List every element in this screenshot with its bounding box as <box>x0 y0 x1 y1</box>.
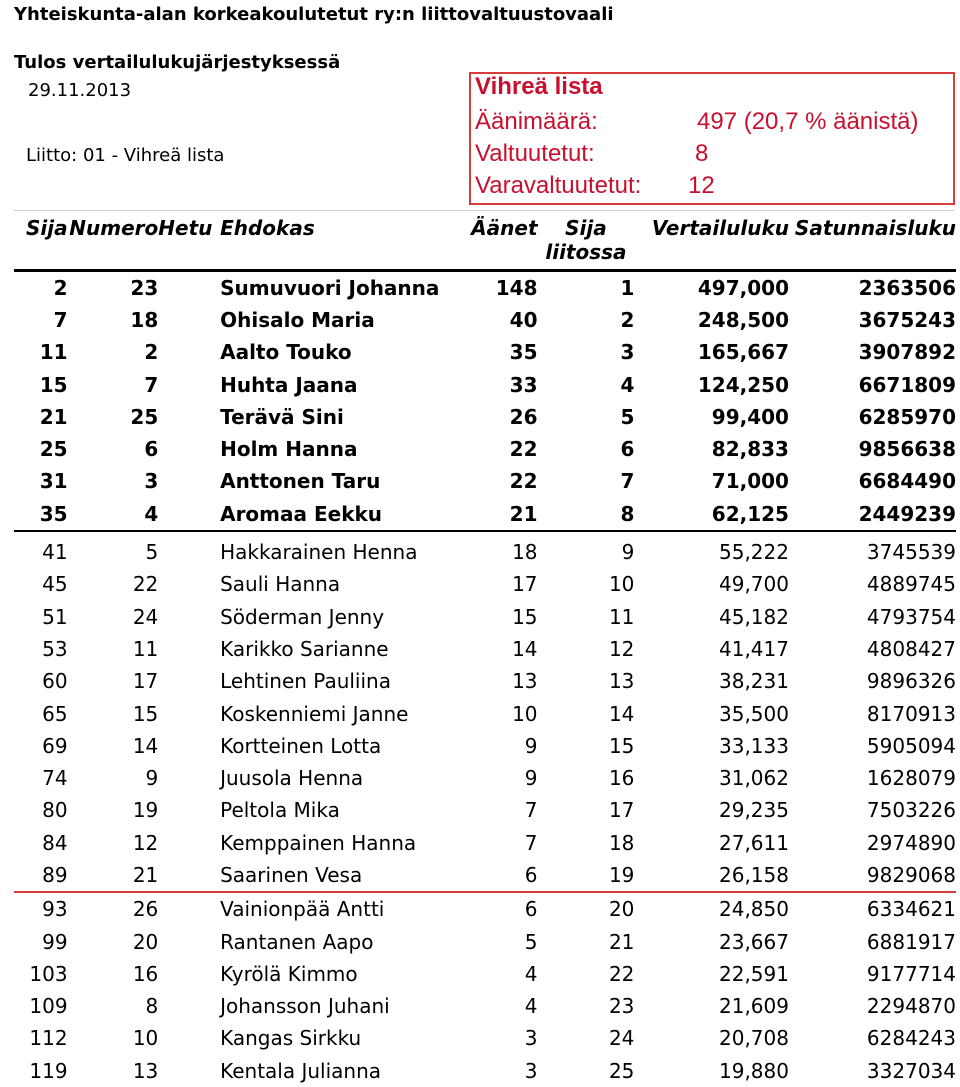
cell-aanet: 3 <box>524 1026 538 1051</box>
cell-vertailuluku: 124,250 <box>697 372 789 397</box>
cell-hetu <box>158 336 220 368</box>
cell-hetu <box>158 762 220 794</box>
cell-sija: 7 <box>53 307 68 332</box>
cell-satunnaisluku: 7503226 <box>866 798 956 823</box>
cell-sija-liitossa: 5 <box>620 404 635 429</box>
cell-sija-liitossa: 10 <box>608 572 635 597</box>
cell-ehdokas: Koskenniemi Janne <box>220 701 409 726</box>
cell-vertailuluku: 22,591 <box>719 961 789 986</box>
votes-value: 497 (20,7 % äänistä) <box>697 108 919 135</box>
cell-aanet: 40 <box>509 307 538 332</box>
cell-sija-liitossa: 15 <box>608 733 635 758</box>
cell-sija: 11 <box>39 340 68 365</box>
cell-numero: 26 <box>132 897 159 922</box>
cell-satunnaisluku: 4808427 <box>866 636 956 661</box>
cell-ehdokas: Peltola Mika <box>220 798 340 823</box>
cell-hetu <box>158 665 220 697</box>
cell-sija: 15 <box>39 372 68 397</box>
cell-sija: 45 <box>42 572 68 597</box>
cell-aanet: 7 <box>524 798 538 823</box>
cell-numero: 18 <box>130 307 159 332</box>
table-row <box>14 958 956 990</box>
cell-vertailuluku: 62,125 <box>634 498 789 531</box>
cell-sija: 51 <box>42 604 68 629</box>
cell-numero: 22 <box>132 572 159 597</box>
table-row <box>14 697 956 729</box>
cell-vertailuluku: 19,880 <box>719 1058 789 1083</box>
cell-sija: 99 <box>42 929 68 954</box>
cell-numero: 10 <box>132 1026 159 1051</box>
cell-aanet: 7 <box>524 830 538 855</box>
cell-numero: 5 <box>145 540 159 565</box>
cell-sija: 41 <box>42 540 68 565</box>
votes-label: Äänimäärä: <box>475 108 598 135</box>
cell-ehdokas: Kyrölä Kimmo <box>220 961 358 986</box>
table-row <box>14 730 956 762</box>
table-header-row <box>14 212 956 270</box>
cell-numero: 12 <box>132 830 159 855</box>
cell-sija: 35 <box>14 498 68 531</box>
cell-vertailuluku: 20,708 <box>719 1026 789 1051</box>
cell-ehdokas: Kangas Sirkku <box>220 1026 362 1051</box>
cell-satunnaisluku: 3675243 <box>858 307 956 332</box>
cell-aanet: 9 <box>524 733 538 758</box>
table-row <box>14 1022 956 1054</box>
cell-sija: 60 <box>42 669 68 694</box>
cell-hetu <box>158 270 220 304</box>
cell-sija: 31 <box>39 469 68 494</box>
table-row <box>14 762 956 794</box>
cell-satunnaisluku: 3327034 <box>866 1058 956 1083</box>
cell-hetu <box>158 600 220 632</box>
cell-satunnaisluku: 9896326 <box>866 669 956 694</box>
table-row <box>14 270 956 304</box>
results-table <box>14 212 956 1087</box>
cell-numero: 15 <box>132 701 159 726</box>
cell-sija-liitossa: 2 <box>620 307 635 332</box>
cell-hetu <box>158 433 220 465</box>
col-header-sija-liitossa: Sija liitossa <box>538 212 635 270</box>
cell-sija-liitossa: 16 <box>608 766 635 791</box>
cell-hetu <box>158 1055 220 1087</box>
cell-sija: 21 <box>39 404 68 429</box>
cell-hetu <box>158 958 220 990</box>
cell-sija: 80 <box>42 798 68 823</box>
table-row <box>14 368 956 400</box>
cell-numero: 19 <box>132 798 159 823</box>
header-divider <box>14 210 954 211</box>
cell-satunnaisluku: 9177714 <box>866 961 956 986</box>
cell-vertailuluku: 497,000 <box>697 275 789 300</box>
cell-aanet: 148 <box>495 275 538 300</box>
cell-sija-liitossa: 14 <box>608 701 635 726</box>
cell-hetu <box>158 859 220 892</box>
cell-aanet: 15 <box>512 604 538 629</box>
cell-sija-liitossa: 22 <box>608 961 635 986</box>
deputies-label: Varavaltuutetut: <box>475 172 642 199</box>
document-title: Yhteiskunta-alan korkeakoulutetut ry:n liittovaltuustovaali <box>14 4 614 25</box>
cell-satunnaisluku: 6881917 <box>866 929 956 954</box>
delegates-value: 8 <box>695 140 709 167</box>
cell-sija: 2 <box>53 275 68 300</box>
cell-sija: 69 <box>42 733 68 758</box>
table-row <box>14 665 956 697</box>
cell-hetu <box>158 568 220 600</box>
table-row <box>14 633 956 665</box>
cell-satunnaisluku: 6334621 <box>866 897 956 922</box>
cell-numero: 2 <box>144 340 159 365</box>
cell-hetu <box>158 892 220 925</box>
cell-vertailuluku: 26,158 <box>634 859 789 892</box>
cell-vertailuluku: 38,231 <box>719 669 789 694</box>
cell-numero: 13 <box>132 1058 159 1083</box>
cell-satunnaisluku: 2974890 <box>866 830 956 855</box>
cell-numero: 25 <box>130 404 159 429</box>
cell-ehdokas: Söderman Jenny <box>220 604 385 629</box>
cell-aanet: 4 <box>524 961 538 986</box>
cell-hetu <box>158 304 220 336</box>
cell-ehdokas: Kentala Julianna <box>220 1058 382 1083</box>
cell-numero: 21 <box>68 859 159 892</box>
table-row <box>14 401 956 433</box>
cell-satunnaisluku: 3907892 <box>858 340 956 365</box>
cell-hetu <box>158 633 220 665</box>
cell-ehdokas: Juusola Henna <box>220 766 364 791</box>
cell-sija: 89 <box>14 859 68 892</box>
cell-ehdokas: Anttonen Taru <box>220 469 381 494</box>
table-row <box>14 465 956 497</box>
cell-sija-liitossa: 25 <box>608 1058 635 1083</box>
cell-ehdokas: Sauli Hanna <box>220 572 341 597</box>
cell-sija: 112 <box>29 1026 68 1051</box>
document-subtitle: Tulos vertailulukujärjestyksessä <box>14 52 341 73</box>
cell-aanet: 22 <box>509 437 538 462</box>
cell-vertailuluku: 49,700 <box>719 572 789 597</box>
cell-sija-liitossa: 23 <box>608 994 635 1019</box>
table-row <box>14 304 956 336</box>
cell-vertailuluku: 23,667 <box>719 929 789 954</box>
cell-hetu <box>158 368 220 400</box>
cell-vertailuluku: 248,500 <box>697 307 789 332</box>
cell-aanet: 6 <box>524 897 538 922</box>
cell-aanet: 6 <box>449 859 538 892</box>
cell-satunnaisluku: 3745539 <box>866 540 956 565</box>
cell-ehdokas: Vainionpää Antti <box>220 897 385 922</box>
table-row <box>14 600 956 632</box>
cell-ehdokas: Hakkarainen Henna <box>220 540 418 565</box>
cell-ehdokas: Kemppainen Hanna <box>220 830 417 855</box>
cell-ehdokas: Johansson Juhani <box>220 994 390 1019</box>
cell-sija-liitossa: 21 <box>608 929 635 954</box>
table-row <box>14 336 956 368</box>
cell-satunnaisluku: 4793754 <box>866 604 956 629</box>
cell-vertailuluku: 99,400 <box>711 404 789 429</box>
cell-ehdokas: Karikko Sarianne <box>220 636 389 661</box>
cell-aanet: 10 <box>512 701 538 726</box>
cell-sija: 93 <box>42 897 68 922</box>
cell-sija-liitossa: 1 <box>620 275 635 300</box>
cell-sija: 103 <box>29 961 68 986</box>
cell-vertailuluku: 35,500 <box>719 701 789 726</box>
cell-aanet: 35 <box>509 340 538 365</box>
col-header-hetu: Hetu <box>158 212 220 270</box>
cell-sija-liitossa: 9 <box>621 540 635 565</box>
cell-ehdokas: Terävä Sini <box>220 404 344 429</box>
cell-sija-liitossa: 3 <box>620 340 635 365</box>
cell-satunnaisluku: 6684490 <box>858 469 956 494</box>
cell-hetu <box>158 827 220 859</box>
cell-satunnaisluku: 2363506 <box>858 275 956 300</box>
cell-aanet: 21 <box>449 498 538 531</box>
table-row <box>14 925 956 957</box>
alliance-label: Liitto: 01 - Vihreä lista <box>26 145 225 166</box>
cell-numero: 23 <box>130 275 159 300</box>
cell-ehdokas: Rantanen Aapo <box>220 929 374 954</box>
cell-vertailuluku: 24,850 <box>719 897 789 922</box>
cell-aanet: 33 <box>509 372 538 397</box>
cell-vertailuluku: 27,611 <box>719 830 789 855</box>
table-row <box>14 1055 956 1087</box>
col-header-ehdokas: Ehdokas <box>220 212 449 270</box>
cell-ehdokas: Holm Hanna <box>220 437 358 462</box>
cell-satunnaisluku: 2294870 <box>866 994 956 1019</box>
cell-satunnaisluku: 9829068 <box>789 859 956 892</box>
cell-hetu <box>158 498 220 531</box>
cell-aanet: 22 <box>509 469 538 494</box>
cell-vertailuluku: 21,609 <box>719 994 789 1019</box>
table-row <box>14 568 956 600</box>
cell-sija: 74 <box>42 766 68 791</box>
delegates-label: Valtuutetut: <box>475 140 595 167</box>
cell-numero: 7 <box>144 372 159 397</box>
cell-numero: 11 <box>132 636 159 661</box>
cell-aanet: 26 <box>509 404 538 429</box>
deputies-value: 12 <box>688 172 715 199</box>
cell-sija-liitossa: 12 <box>608 636 635 661</box>
cell-sija-liitossa: 20 <box>608 897 635 922</box>
cell-satunnaisluku: 8170913 <box>866 701 956 726</box>
cell-hetu <box>158 531 220 568</box>
cell-vertailuluku: 41,417 <box>719 636 789 661</box>
cell-hetu <box>158 794 220 826</box>
cell-ehdokas: Ohisalo Maria <box>220 307 375 332</box>
cell-numero: 3 <box>144 469 159 494</box>
cell-sija: 84 <box>42 830 68 855</box>
cell-satunnaisluku: 2449239 <box>789 498 956 531</box>
cell-vertailuluku: 165,667 <box>697 340 789 365</box>
cell-ehdokas: Aalto Touko <box>220 340 352 365</box>
cell-ehdokas: Aromaa Eekku <box>220 498 449 531</box>
cell-numero: 4 <box>68 498 159 531</box>
cell-aanet: 9 <box>524 766 538 791</box>
cell-ehdokas: Sumuvuori Johanna <box>220 275 440 300</box>
table-row <box>14 531 956 568</box>
cell-satunnaisluku: 5905094 <box>866 733 956 758</box>
cell-vertailuluku: 82,833 <box>711 437 789 462</box>
cell-sija-liitossa: 7 <box>620 469 635 494</box>
election-date: 29.11.2013 <box>28 80 132 101</box>
cell-sija: 119 <box>29 1058 68 1083</box>
cell-sija-liitossa: 6 <box>620 437 635 462</box>
col-header-sija: Sija <box>14 212 68 270</box>
col-header-satunnaisluku: Satunnaisluku <box>789 212 956 270</box>
cell-ehdokas: Lehtinen Pauliina <box>220 669 391 694</box>
cell-satunnaisluku: 1628079 <box>866 766 956 791</box>
cell-vertailuluku: 71,000 <box>711 469 789 494</box>
cell-aanet: 14 <box>512 636 538 661</box>
cell-numero: 24 <box>132 604 159 629</box>
table-row <box>14 498 956 531</box>
cell-sija-liitossa: 18 <box>608 830 635 855</box>
cell-vertailuluku: 33,133 <box>719 733 789 758</box>
cell-hetu <box>158 730 220 762</box>
cell-ehdokas: Saarinen Vesa <box>220 859 449 892</box>
table-row <box>14 794 956 826</box>
cell-aanet: 4 <box>524 994 538 1019</box>
cell-numero: 16 <box>132 961 159 986</box>
cell-numero: 8 <box>145 994 159 1019</box>
cell-numero: 9 <box>145 766 159 791</box>
cell-vertailuluku: 31,062 <box>719 766 789 791</box>
cell-sija-liitossa: 13 <box>608 669 635 694</box>
cell-numero: 20 <box>132 929 159 954</box>
cell-satunnaisluku: 6285970 <box>858 404 956 429</box>
table-row <box>14 433 956 465</box>
results-rows <box>14 270 956 1087</box>
cell-aanet: 3 <box>524 1058 538 1083</box>
cell-hetu <box>158 990 220 1022</box>
cell-satunnaisluku: 4889745 <box>866 572 956 597</box>
cell-vertailuluku: 55,222 <box>719 540 789 565</box>
list-name: Vihreä lista <box>475 73 603 100</box>
table-row <box>14 827 956 859</box>
cell-aanet: 5 <box>524 929 538 954</box>
cell-sija-liitossa: 17 <box>608 798 635 823</box>
col-header-numero: Numero <box>68 212 159 270</box>
cell-aanet: 18 <box>512 540 538 565</box>
cell-ehdokas: Huhta Jaana <box>220 372 358 397</box>
cell-hetu <box>158 697 220 729</box>
cell-sija-liitossa: 8 <box>538 498 635 531</box>
cell-sija-liitossa: 11 <box>608 604 635 629</box>
cell-satunnaisluku: 9856638 <box>858 437 956 462</box>
cell-hetu <box>158 401 220 433</box>
cell-sija: 65 <box>42 701 68 726</box>
table-row <box>14 892 956 925</box>
cell-numero: 14 <box>132 733 159 758</box>
cell-numero: 17 <box>132 669 159 694</box>
cell-ehdokas: Kortteinen Lotta <box>220 733 382 758</box>
cell-sija-liitossa: 24 <box>608 1026 635 1051</box>
cell-satunnaisluku: 6284243 <box>866 1026 956 1051</box>
cell-satunnaisluku: 6671809 <box>858 372 956 397</box>
cell-sija: 25 <box>39 437 68 462</box>
cell-sija-liitossa: 19 <box>538 859 635 892</box>
cell-sija-liitossa: 4 <box>620 372 635 397</box>
cell-hetu <box>158 465 220 497</box>
cell-hetu <box>158 925 220 957</box>
table-row <box>14 859 956 892</box>
cell-vertailuluku: 29,235 <box>719 798 789 823</box>
col-header-vertailuluku: Vertailuluku <box>634 212 789 270</box>
cell-hetu <box>158 1022 220 1054</box>
cell-aanet: 17 <box>512 572 538 597</box>
cell-sija: 109 <box>29 994 68 1019</box>
table-row <box>14 990 956 1022</box>
cell-numero: 6 <box>144 437 159 462</box>
cell-vertailuluku: 45,182 <box>719 604 789 629</box>
col-header-aanet: Äänet <box>449 212 538 270</box>
cell-aanet: 13 <box>512 669 538 694</box>
cell-sija: 53 <box>42 636 68 661</box>
